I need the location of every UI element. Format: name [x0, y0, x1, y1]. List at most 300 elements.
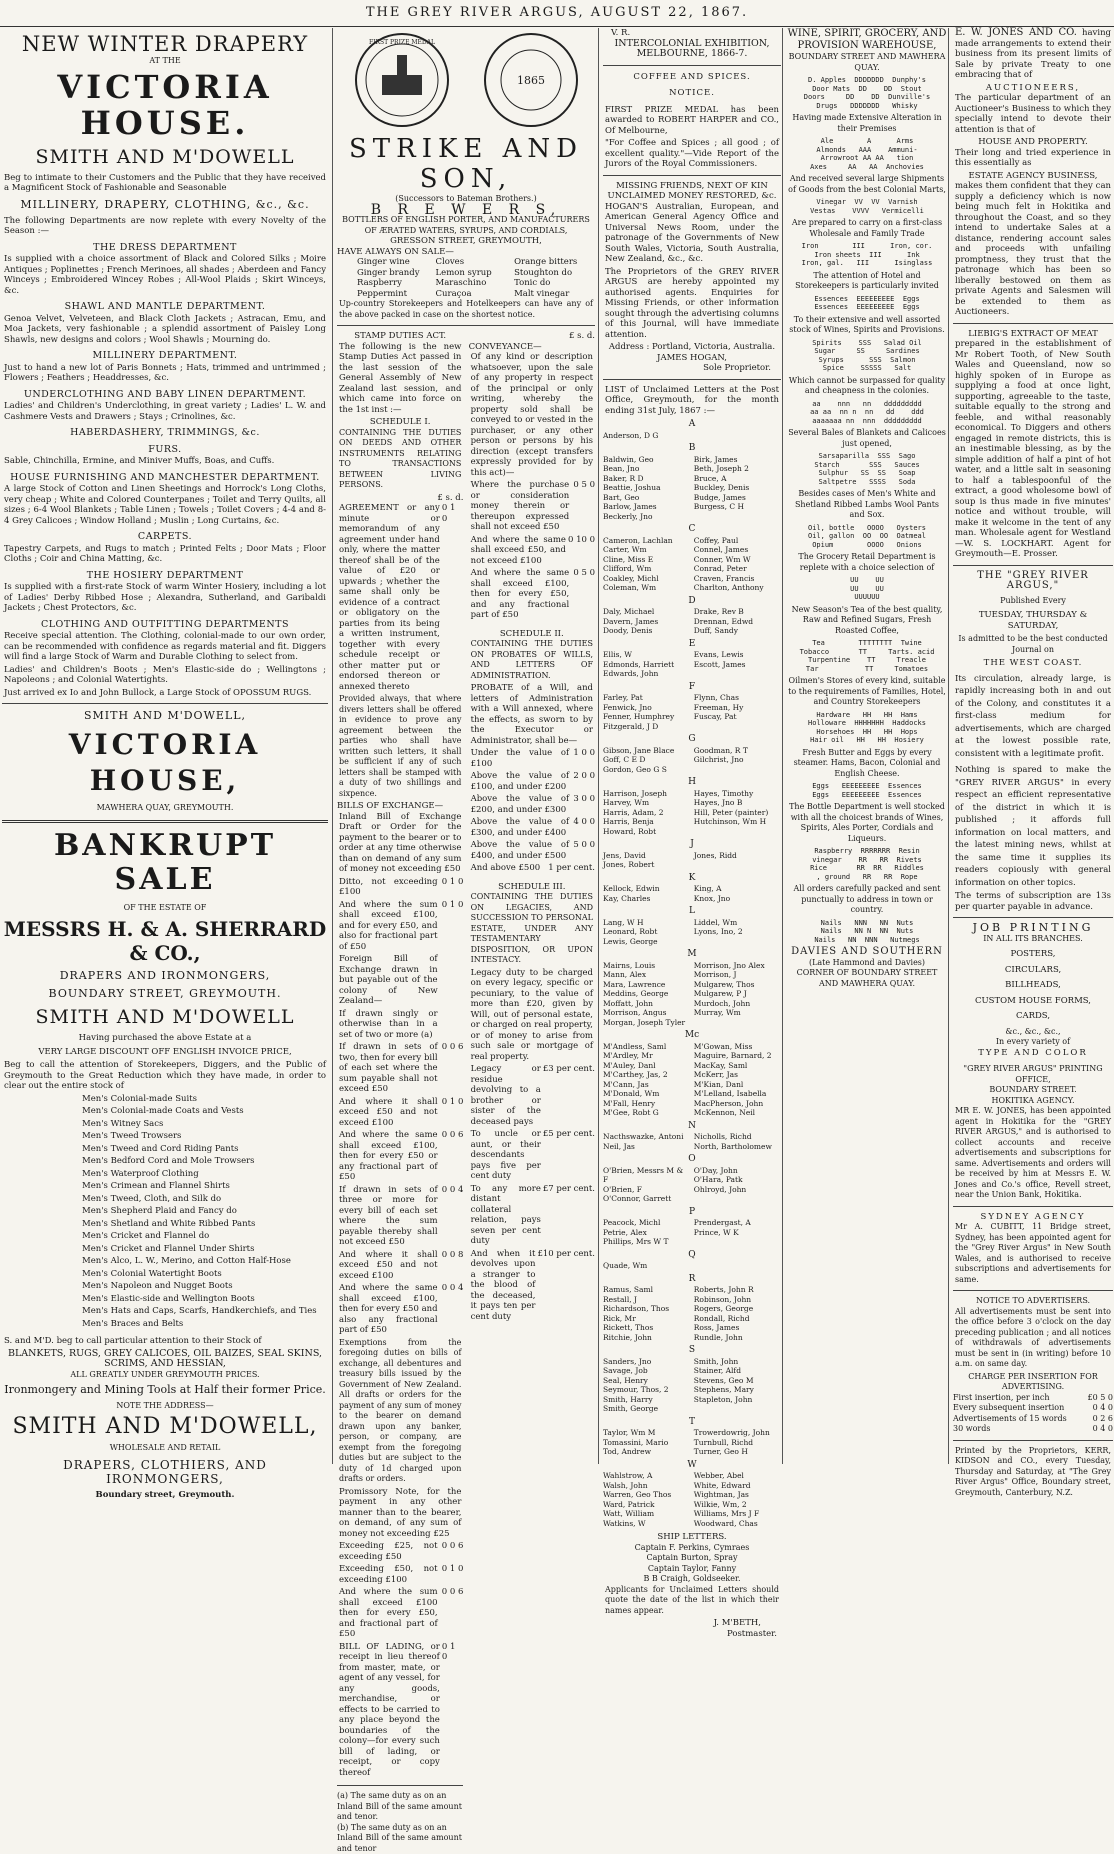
legacy-text: Legacy duty to be charged on every legacy, specific or pecuniary, to the value of more than £20, given by Will, out of personal estate, or charged on real property, or of money to arise from such sale or mortgage of real property.	[471, 968, 593, 1063]
name-entry: Harris, Benja	[603, 817, 690, 827]
fee-label: And where the same shall exceed £100, then for every £50, and any fractional part of £50	[471, 568, 570, 621]
bankrupt-sale-headline: BANKRUPT SALE	[2, 829, 328, 897]
name-entry: Smith, George	[603, 1404, 690, 1414]
stock-item: Men's Bedford Cord and Mole Trowsers	[82, 1156, 328, 1168]
department-text: Is supplied with a first-rate Stock of warm Winter Hosiery, including a lot of Ladies' Derby Ribbed Hose ; Alexandra, Sutherland, and Garibaldi Jackets ; Chest Protectors, &c.	[4, 582, 326, 614]
names-right	[694, 1132, 781, 1151]
letter-heading: Mc	[603, 1030, 781, 1041]
first-prize-medal-icon	[342, 30, 462, 130]
job-item: CIRCULARS,	[953, 965, 1113, 976]
name-entry: Lyons, Ino, 2	[694, 927, 781, 937]
letter-heading: M	[603, 949, 781, 960]
ship-letter-entry: Captain Burton, Spray	[603, 1553, 781, 1564]
letter-pattern-a: Ale A Arms Almonds AAA Ammuni- Arrowroot AA AA tion Axes AA AA Anchovies	[787, 137, 947, 171]
letter-pattern-n: Nails NNN NN Nuts Nails NN N NN Nuts Nails NN NNN Nutmegs	[787, 919, 947, 945]
letter-heading: N	[603, 1121, 781, 1132]
fee-amount: 0 0 8	[442, 1250, 464, 1284]
stock-item: Men's Hats and Caps, Scarfs, Handkerchiefs, and Ties	[82, 1306, 328, 1318]
fee-label: Foreign Bill of Exchange drawn in but payable out of the colony of New Zealand—	[339, 954, 438, 1007]
letter-heading: A	[603, 419, 781, 430]
fee-row	[469, 794, 595, 817]
vr-text: V. R.	[611, 28, 630, 39]
name-entry: M'Ardley, Mr	[603, 1051, 690, 1061]
rate-amount: 0 4 0	[1093, 1424, 1113, 1435]
fee-amount: 0 0 4	[442, 1185, 464, 1250]
names-right	[694, 961, 781, 1028]
column-jones-argus	[948, 28, 1113, 1464]
name-entry: Barlow, James	[603, 502, 690, 512]
names-right	[694, 455, 781, 522]
names-group	[603, 918, 781, 947]
schedule-3-sub: CONTAINING THE DUTIES ON LEGACIES, AND SUCCESSION TO PERSONAL ESTATE, UNDER ANY TESTAMENTARY DISPOSITION, OR UPON INTESTACY.	[471, 892, 593, 966]
conveyance-fees	[469, 480, 595, 623]
divider	[953, 917, 1113, 918]
name-entry: Cameron, Lachlan	[603, 536, 690, 546]
letter-pattern-e2: Eggs EEEEEEEEE Essences Eggs EEEEEEEEE Essences	[787, 782, 947, 799]
hogan-title: Sole Proprietor.	[603, 363, 781, 374]
name-entry: M'Andless, Saml	[603, 1042, 690, 1052]
syrup-row	[337, 268, 595, 279]
name-entry: Bean, Jno	[603, 464, 690, 474]
name-entry: Edmonds, Harriett	[603, 660, 690, 670]
jurors-text: "For Coffee and Spices ; all good ; of excellent quality."—Vide Report of the Jurors of the Royal Commissioners.	[605, 138, 779, 170]
ship-letters-title: SHIP LETTERS.	[603, 1532, 781, 1543]
etc-text: &c., &c., &c.,	[953, 1027, 1113, 1038]
divider	[953, 323, 1113, 324]
fee-amount: 0 10 0	[568, 535, 595, 569]
fee-row	[469, 840, 595, 863]
name-entry: O'Hara, Patk	[694, 1175, 781, 1185]
name-entry: Harrison, Joseph	[603, 789, 690, 799]
hogan-name: JAMES HOGAN,	[603, 353, 781, 364]
strike-headline: STRIKE AND SON,	[337, 134, 595, 194]
oilmen-text: Oilmen's Stores of every kind, suitable to the requirements of Families, Hotel, and Country Storekeepers	[787, 676, 947, 708]
name-entry: Anderson, D G	[603, 431, 690, 441]
names-left	[603, 650, 690, 679]
fee-amount: 0 0 6	[442, 1042, 464, 1097]
names-left	[603, 1218, 690, 1247]
name-entry: Farley, Pat	[603, 693, 690, 703]
department-title: CLOTHING AND OUTFITTING DEPARTMENTS	[2, 620, 328, 631]
liebig-text: prepared in the establishment of Mr Robert Tooth, of New South Wales and Queensland, now so highly spoken of in Europe as supplying a food at once light, supporting, agreeable to the taste, suitable equally to the strong and feeble, and withal reasonably economical. To Diggers and others engaged in remote districts, this is an inestimable blessing, as by the simple addition of half a pint of hot water, and a little salt in seasoning to half a tablespoonful of the extract, a good wholesome bowl of soup is thus made in five minutes' notice and without trouble, will make it welcome in the tent of any man. Wholesale agent for Westland—W. S. LOCKHART. Agent for Greymouth—E. Prosser.	[955, 339, 1111, 560]
missing-title: MISSING FRIENDS, NEXT OF KIN UNCLAIMED MONEY RESTORED, &c.	[603, 181, 781, 202]
fee-amount: 0 1 0	[442, 900, 464, 955]
names-left	[603, 607, 690, 636]
corner-text: CORNER OF BOUNDARY STREET AND MAWHERA QUAY.	[787, 968, 947, 989]
postmaster-title: Postmaster.	[603, 1629, 781, 1640]
fee-label: And where the same shall exceed £100, then for every £50 and also any fractional part of £50	[339, 1283, 438, 1336]
fee-amount: 0 1 0	[442, 877, 464, 900]
name-entry: Bart, Geo	[603, 493, 690, 503]
fee-label: And where it shall exceed £50 and not exceed £100	[339, 1250, 438, 1282]
departments-list	[2, 243, 328, 663]
name-entry: Daly, Michael	[603, 607, 690, 617]
name-entry: Williams, Mrs J F	[694, 1509, 781, 1519]
name-entry: Flynn, Chas	[694, 693, 781, 703]
sherrard-name: MESSRS H. & A. SHERRARD & CO.,	[2, 917, 328, 965]
applicants-text: Applicants for Unclaimed Letters should quote the date of the list in which their names appear.	[605, 1585, 779, 1617]
name-entry: Meddins, George	[603, 989, 690, 999]
sm-call-text: S. and M'D. beg to call particular attention to their Stock of	[4, 1336, 326, 1347]
name-entry: Ward, Patrick	[603, 1500, 690, 1510]
name-entry: Escott, James	[694, 660, 781, 670]
rate-amount: £0 5 0	[1088, 1393, 1113, 1404]
stock-item: Men's Tweed, Cloth, and Silk do	[82, 1194, 328, 1206]
fee-row	[469, 480, 595, 535]
stock-item: Men's Crimean and Flannel Shirts	[82, 1181, 328, 1193]
name-entry: Charlton, Anthony	[694, 583, 781, 593]
names-right	[694, 1471, 781, 1528]
name-entry: Goff, C E D	[603, 755, 690, 765]
syrup-item: Malt vinegar	[514, 289, 593, 300]
names-left	[603, 455, 690, 522]
letter-heading: F	[603, 682, 781, 693]
names-group	[603, 1218, 781, 1247]
name-entry: M'Kian, Danl	[694, 1080, 781, 1090]
names-group	[603, 431, 781, 441]
names-left	[603, 961, 690, 1028]
name-entry: Kay, Charles	[603, 894, 690, 904]
fee-amount: 3 0 0	[573, 794, 595, 817]
names-left	[603, 1132, 690, 1151]
name-entry: MacKay, Saml	[694, 1061, 781, 1071]
schedule-2-title: SCHEDULE II.	[469, 629, 595, 640]
names-left	[603, 884, 690, 903]
name-entry: O'Day, John	[694, 1166, 781, 1176]
name-entry: Birk, James	[694, 455, 781, 465]
legacy-fees	[469, 1064, 595, 1324]
note-b: (b) The same duty as on an Inland Bill of the same amount and tenor	[337, 1823, 463, 1854]
names-right	[694, 431, 781, 441]
name-entry: Connel, James	[694, 545, 781, 555]
names-left	[603, 536, 690, 593]
fee-amount: 2 0 0	[573, 771, 595, 794]
name-entry: Harvey, Wm	[603, 798, 690, 808]
firm-name-4: SMITH AND M'DOWELL,	[2, 1415, 328, 1439]
fee-amount: 0 0 6	[442, 1541, 464, 1564]
name-entry: Savage, Job	[603, 1366, 690, 1376]
masthead: THE GREY RIVER ARGUS, AUGUST 22, 1867.	[0, 2, 1114, 27]
stamp-title: STAMP DUTIES ACT.	[337, 331, 463, 342]
bottle-text: The Bottle Department is well stocked with all the choicest brands of Wines, Spirits, Ales Porter, Cordials and Liqueurs.	[787, 802, 947, 844]
drapers-text: DRAPERS AND IRONMONGERS,	[2, 969, 328, 983]
at-the-text: AT THE	[2, 56, 328, 67]
vr-line	[603, 28, 781, 39]
estate-agency-title: ESTATE AGENCY BUSINESS,	[953, 171, 1113, 182]
name-entry: Lang, W H	[603, 918, 690, 928]
syrup-item: Curaçoa	[436, 289, 515, 300]
intro-text: Beg to intimate to their Customers and the Public that they have received a Magnificent Stock of Fashionable and Seasonable	[4, 173, 326, 194]
department-title: SHAWL AND MANTLE DEPARTMENT.	[2, 302, 328, 313]
names-group	[603, 455, 781, 522]
medal-text: FIRST PRIZE MEDAL has been awarded to ROBERT HARPER and CO., Of Melbourne,	[605, 105, 779, 137]
name-entry: Gilchrist, Jno	[694, 755, 781, 765]
jones-head: E. W. JONES AND CO.	[955, 27, 1077, 38]
charge-title: CHARGE PER INSERTION FOR ADVERTISING.	[953, 1372, 1113, 1393]
fee-row	[337, 1009, 463, 1043]
name-entry: Cline, Miss E	[603, 555, 690, 565]
name-entry: M'Fall, Henry	[603, 1099, 690, 1109]
name-entry: Stevens, Geo M	[694, 1376, 781, 1386]
name-entry: Rogers, George	[694, 1304, 781, 1314]
names-group	[603, 1042, 781, 1118]
names-right	[694, 1285, 781, 1342]
published-text: Published Every	[953, 596, 1113, 607]
name-entry: Beckerly, Jno	[603, 512, 690, 522]
bills-head: BILLS OF EXCHANGE—	[337, 801, 463, 812]
auctioneers-title: AUCTIONEERS,	[953, 83, 1113, 94]
letter-pattern-u: UU UU UU UU UUUUUU	[787, 576, 947, 602]
names-group	[603, 650, 781, 679]
fee-row	[337, 1097, 463, 1131]
divider	[953, 1440, 1113, 1441]
admitted-text: Is admitted to be the best conducted Journal on	[953, 634, 1113, 655]
name-entry: Webber, Abel	[694, 1471, 781, 1481]
name-entry: Phillips, Mrs W T	[603, 1237, 690, 1247]
rate-label: Every subsequent insertion	[953, 1403, 1064, 1414]
divider	[2, 820, 328, 823]
name-entry: Evans, Lewis	[694, 650, 781, 660]
syrup-item: Stoughton do	[514, 268, 593, 279]
fee-label: Above the value of £200, and under £300	[471, 794, 570, 815]
storekeepers-text: Up-country Storekeepers and Hotelkeepers can have any of the above packed in case on the shortest notice.	[339, 299, 593, 320]
fee-row	[337, 1587, 463, 1642]
fee-label: And where it shall exceed £50 and not exceed £100	[339, 1097, 438, 1129]
alteration-text: Having made Extensive Alteration in their Premises	[787, 113, 947, 134]
names-right	[694, 650, 781, 679]
divider	[603, 175, 781, 176]
name-entry: Coakley, Michl	[603, 574, 690, 584]
column-harper-hogan-letters	[598, 28, 781, 1464]
notice-advertisers-title: NOTICE TO ADVERTISERS.	[953, 1296, 1113, 1307]
name-entry: Mulgarew, Thos	[694, 980, 781, 990]
coffee-title: COFFEE AND SPICES.	[603, 72, 781, 83]
name-entry: Gibson, Jane Blace	[603, 746, 690, 756]
rate-label: First insertion, per inch	[953, 1393, 1050, 1404]
fee-row	[469, 535, 595, 569]
fee-label: And where the sum shall exceed £100, and for every £50, and also for fractional part of £50	[339, 900, 438, 953]
lsd-header-2: £ s. d.	[469, 331, 595, 342]
name-entry: Rondall, Richd	[694, 1314, 781, 1324]
name-entry: Nicholls, Richd	[694, 1132, 781, 1142]
stock-item: Men's Tweed and Cord Riding Pants	[82, 1144, 328, 1156]
name-entry: Quade, Wm	[603, 1261, 690, 1271]
rate-label: 30 words	[953, 1424, 990, 1435]
fee-amount: £10 per cent.	[537, 1249, 595, 1325]
probate-fees	[469, 748, 595, 876]
syrup-item: Raspberry	[357, 278, 436, 289]
letter-pattern-s2: Sarsaparilla SSS Sago Starch SSS Sauces Sulphur SS SS Soap Saltpetre SSSS Soda	[787, 452, 947, 486]
name-entry: Baker, R D	[603, 474, 690, 484]
names-group	[603, 851, 781, 870]
butter-text: Fresh Butter and Eggs by every steamer. Hams, Bacon, Colonial and English Cheese.	[787, 748, 947, 780]
name-entry: Buckley, Denis	[694, 483, 781, 493]
name-entry: Prince, W K	[694, 1228, 781, 1238]
fee-amount: 0 1 0	[442, 1097, 464, 1131]
fee-row	[337, 877, 463, 900]
prepared-text: Are prepared to carry on a first-class Wholesale and Family Trade	[787, 218, 947, 239]
fee-label: Legacy or residue devolving to a brother or sister of the deceased pays	[471, 1064, 541, 1127]
names-right	[694, 1218, 781, 1247]
name-entry: Maguire, Barnard, 2	[694, 1051, 781, 1061]
names-right	[694, 851, 781, 870]
name-entry: Lewis, George	[603, 937, 690, 947]
name-entry: M'Auley, Danl	[603, 1061, 690, 1071]
terms-text: The terms of subscription are 13s per quarter payable in advance.	[955, 891, 1111, 912]
stock-item: Men's Tweed Trowsers	[82, 1131, 328, 1143]
name-entry: Morgan, Joseph Tyler	[603, 1018, 690, 1028]
names-left	[603, 1042, 690, 1118]
rate-amount: 0 4 0	[1093, 1403, 1113, 1414]
names-left	[603, 789, 690, 837]
name-entry: M'Gowan, Miss	[694, 1042, 781, 1052]
fee-label: Ditto, not exceeding £100	[339, 877, 438, 898]
name-entry: Seal, Henry	[603, 1376, 690, 1386]
warehouse-title: WINE, SPIRIT, GROCERY, AND PROVISION WAREHOUSE,	[787, 28, 947, 52]
house-name-2: VICTORIA HOUSE,	[2, 727, 328, 799]
column-victoria-house	[2, 28, 328, 1464]
stock-item: Men's Alco, L. W., Merino, and Cotton Half-Hose	[82, 1256, 328, 1268]
fee-amount: 0 5 0	[573, 568, 595, 623]
fee-label: Exceeding £50, not exceeding £100	[339, 1564, 438, 1585]
discount-text: VERY LARGE DISCOUNT OFF ENGLISH INVOICE PRICE,	[2, 1047, 328, 1058]
name-entry: Hill, Peter (painter)	[694, 808, 781, 818]
name-entry: Leonard, Robt	[603, 927, 690, 937]
firm-name-2: SMITH AND M'DOWELL,	[2, 709, 328, 723]
fee-label: To uncle or aunt, or their descendants pays five per cent duty	[471, 1129, 541, 1182]
ship-letter-entry: Captain Taylor, Fanny	[603, 1564, 781, 1575]
name-entry: Bruce, A	[694, 474, 781, 484]
name-entry: Jones, Ridd	[694, 851, 781, 861]
agreement-text: AGREEMENT or any minute or memorandum of any agreement under hand only, where the matter thereof shall be of the value of £20 or upwards ; whether the same shall only be evidence of a contract or obligatory on the parties from its being a written instrument, together with every schedule receipt or other matter put or endorsed thereon or annexed thereto	[339, 503, 440, 692]
shirts-text: Besides cases of Men's White and Shetland Ribbed Lambs Wool Pants and Sox.	[787, 489, 947, 521]
fee-row	[469, 771, 595, 794]
name-entry: Goodman, R T	[694, 746, 781, 756]
letter-heading: Q	[603, 1250, 781, 1261]
department-text: Genoa Velvet, Velveteen, and Black Cloth Jackets ; Astracan, Emu, and Moa Jackets, very fashionable ; a splendid assortment of Paisley Long Shawls, new designs and colors ; Wool Shawls ; Mourning do.	[4, 314, 326, 346]
names-left	[603, 693, 690, 731]
name-entry: Jones, Robert	[603, 860, 690, 870]
fee-label: If drawn in sets of three or more for every bill of each set where the sum payable thereby shall not exceed £50	[339, 1185, 438, 1248]
name-entry: Wilkie, Wm, 2	[694, 1500, 781, 1510]
street-text: BOUNDARY STREET, GREYMOUTH.	[2, 987, 328, 1001]
name-entry: M'Lelland, Isabella	[694, 1089, 781, 1099]
letter-pattern-and: aa nnn nn ddddddddd aa aa nn n nn dd ddd aaaaaaa nn nnn ddddddddd	[787, 400, 947, 426]
sydney-text: Mr A. CUBITT, 11 Bridge street, Sydney, has been appointed agent for the "Grey River Argus" in New South Wales, and is authorised to receive subscriptions and advertisements for same.	[955, 1222, 1111, 1285]
name-entry: Sanders, Jno	[603, 1357, 690, 1367]
letter-heading: R	[603, 1274, 781, 1285]
advertisers-text: All advertisements must be sent into the office before 3 o'clock on the day preceding publication ; and all notices of withdrawals of advertisements must be sent in (in writing) before 10 a.m. on same day.	[955, 1307, 1111, 1370]
name-entry: Prendergast, A	[694, 1218, 781, 1228]
department-text: Sable, Chinchilla, Ermine, and Miniver Muffs, Boas, and Cuffs.	[4, 456, 326, 467]
stock-item: Men's Shepherd Plaid and Fancy do	[82, 1206, 328, 1218]
divider	[953, 1290, 1113, 1291]
name-entry: Trowerdowrig, John	[694, 1428, 781, 1438]
agreement-entry	[337, 503, 463, 694]
argus-title: THE "GREY RIVER ARGUS,"	[953, 571, 1113, 592]
lading-entry	[337, 1642, 463, 1781]
name-entry: Hayes, Jno B	[694, 798, 781, 808]
boundary-text: BOUNDARY STREET.	[953, 1085, 1113, 1096]
name-entry: Coleman, Wm	[603, 583, 690, 593]
names-right	[694, 693, 781, 731]
fee-amount: 5 0 0	[573, 840, 595, 863]
name-entry: North, Bartholomew	[694, 1142, 781, 1152]
fee-row	[469, 1129, 595, 1184]
name-entry: Stephens, Mary	[694, 1385, 781, 1395]
syrup-row	[337, 257, 595, 268]
name-entry: Murdoch, John	[694, 999, 781, 1009]
syrup-item: Ginger brandy	[357, 268, 436, 279]
jones-ad	[955, 28, 1111, 81]
name-entry: Drake, Rev B	[694, 607, 781, 617]
name-entry: Peacock, Michl	[603, 1218, 690, 1228]
names-right	[694, 1166, 781, 1204]
names-group	[603, 961, 781, 1028]
syrup-item: Maraschino	[436, 278, 515, 289]
bottlers-text: BOTTLERS OF ENGLISH PORTER, AND MANUFACTURERS OF ÆRATED WATERS, SYRUPS, AND CORDIALS,	[337, 215, 595, 236]
orders-text: All orders carefully packed and sent punctually to address in town or country.	[787, 884, 947, 916]
stock-item: Men's Witney Sacs	[82, 1119, 328, 1131]
arrived-text: Just arrived ex Io and John Bullock, a Large Stock of OPOSSUM RUGS.	[4, 688, 326, 699]
fee-row	[337, 1283, 463, 1338]
name-entry: Edwards, John	[603, 669, 690, 679]
missing-text: HOGAN'S Australian, European, and American General Agency Office and Universal News Room, under the patronage of the Governments of New South Wales, Victoria, South Australia, New Zealand, &c., &c.	[605, 202, 779, 265]
letter-heading: H	[603, 777, 781, 788]
letter-heading: E	[603, 639, 781, 650]
fee-row	[337, 1185, 463, 1250]
name-entry: Turner, Geo H	[694, 1447, 781, 1457]
note-address: NOTE THE ADDRESS—	[2, 1401, 328, 1412]
firm-name-3: SMITH AND M'DOWELL	[2, 1005, 328, 1029]
department-text: Just to hand a new lot of Paris Bonnets ; Hats, trimmed and untrimmed ; Flowers ; Feathers ; Headdresses, &c.	[4, 363, 326, 384]
stock-item: Men's Braces and Belts	[82, 1319, 328, 1331]
syrup-item: Peppermint	[357, 289, 436, 300]
fee-row	[469, 568, 595, 623]
headline-victoria-house: VICTORIA HOUSE.	[2, 69, 328, 141]
purchased-text: Having purchased the above Estate at a	[2, 1033, 328, 1044]
exemptions-text: Exemptions from the foregoing duties on bills of exchange, all debentures and treasury bills issued by the Government of New Zealand. All drafts or orders for the payment of any sum of money to the bearer on demand drawn upon any banker, person, or company, are exempt from the foregoing duties but are subject to the duty of 1d charged upon drafts or orders.	[339, 1338, 461, 1485]
medals	[337, 30, 595, 130]
bills-text: Inland Bill of Exchange Draft or Order for the payment to the bearer or to order at any time otherwise than on demand of any sum of money not exceeding £50	[339, 812, 461, 875]
fee-row	[337, 1564, 463, 1587]
names-left	[603, 1261, 690, 1271]
names-left	[603, 1428, 690, 1457]
name-entry: M'Gee, Robt G	[603, 1108, 690, 1118]
estate-text: OF THE ESTATE OF	[2, 903, 328, 914]
name-entry: Kellock, Edwin	[603, 884, 690, 894]
fee-label: If drawn in sets of two, then for every bill of each set where the sum payable shall not exceed £50	[339, 1042, 438, 1095]
stock-item: Men's Colonial-made Suits	[82, 1094, 328, 1106]
firm-name: SMITH AND M'DOWELL	[2, 145, 328, 169]
name-entry: Doody, Denis	[603, 626, 690, 636]
stock-item: Men's Shetland and White Ribbed Pants	[82, 1219, 328, 1231]
job-item: CARDS,	[953, 1011, 1113, 1022]
names-group	[603, 789, 781, 837]
letter-pattern-h: Hardware HH HH Hams Holloware HHHHHHH Haddocks Horsehoes HH HH Hops Hair oil HH HH Hosiery	[787, 711, 947, 745]
names-right	[694, 789, 781, 837]
fee-row	[469, 748, 595, 771]
bottom-address: Boundary street, Greymouth.	[2, 1490, 328, 1501]
name-entry: Ross, James	[694, 1323, 781, 1333]
office-text: "GREY RIVER ARGUS" PRINTING OFFICE,	[953, 1064, 1113, 1085]
name-entry: O'Brien, Messrs M & F	[603, 1166, 690, 1185]
name-entry: Beth, Joseph 2	[694, 464, 781, 474]
trades-text: DRAPERS, CLOTHIERS, AND IRONMONGERS,	[2, 1458, 328, 1486]
ship-letter-entry: B B Craigh, Goldseeker.	[603, 1574, 781, 1585]
names-right	[694, 884, 781, 903]
job-printing-title: JOB PRINTING	[953, 923, 1113, 934]
